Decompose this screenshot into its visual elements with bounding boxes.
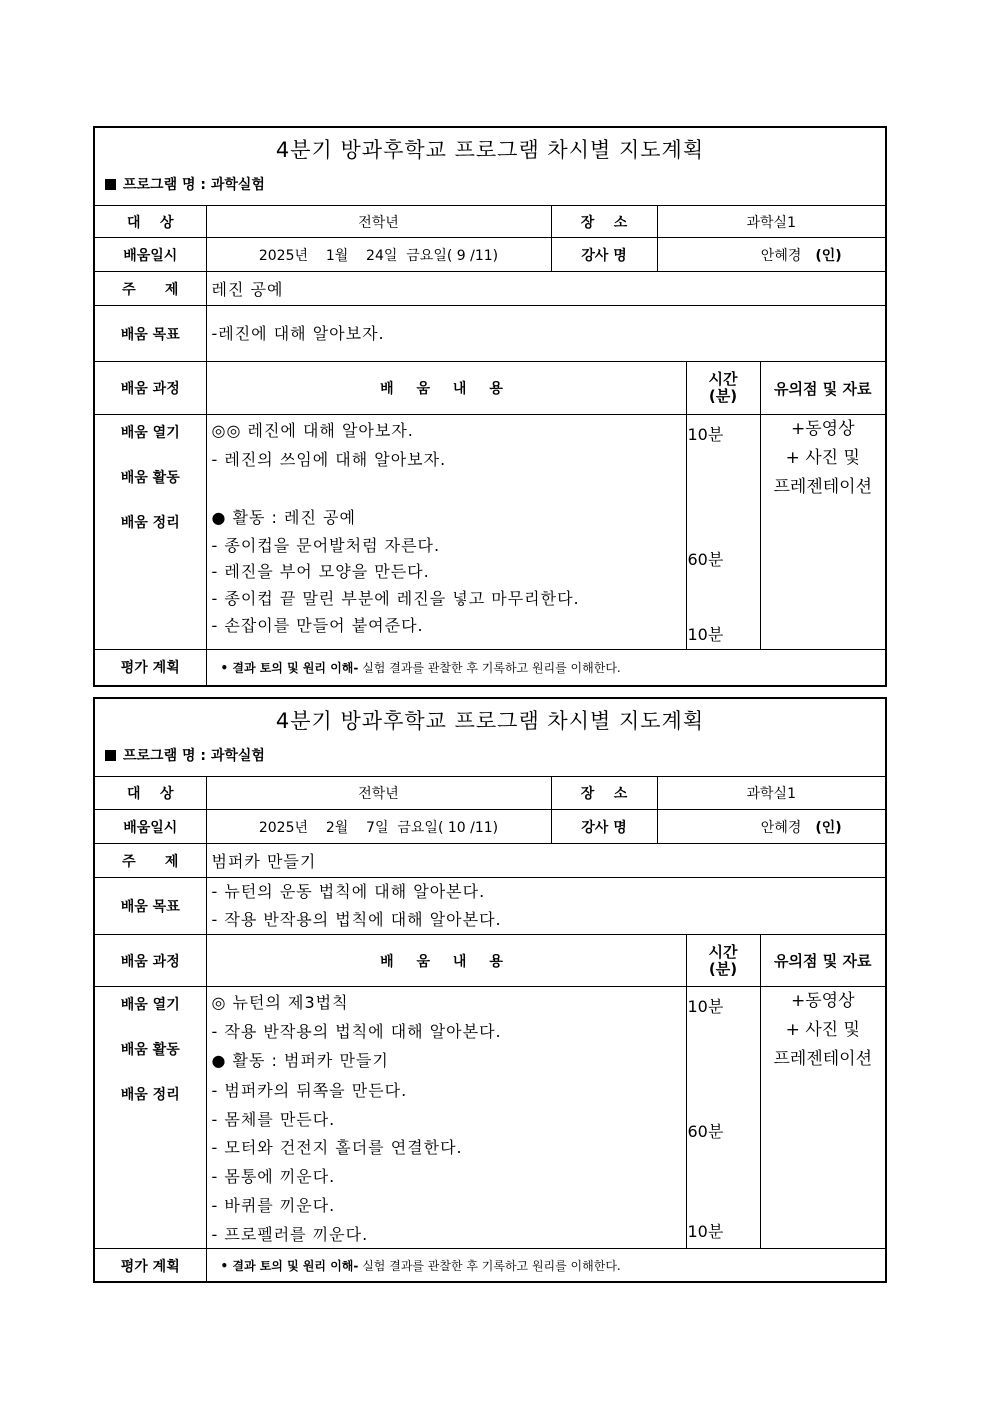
content-header: 배 움 내 용 — [206, 362, 686, 415]
program-name: 프로그램 명 : 과학실험 — [95, 172, 885, 205]
stage-open: 배움 열기 — [120, 425, 180, 441]
content-line: - 모터와 건전지 홀더를 연결한다. — [211, 1138, 463, 1157]
stage-list — [95, 987, 206, 1249]
content-line: - 종이컵을 문어발처럼 자른다. — [211, 536, 441, 555]
content-lines — [206, 415, 686, 650]
stage-wrapup: 배움 정리 — [120, 1087, 180, 1103]
content-line: - 몸통에 끼운다. — [211, 1167, 336, 1186]
instructor-label: 강사 명 — [551, 810, 657, 844]
stage-open: 배움 열기 — [120, 997, 180, 1013]
eval-text: • 결과 토의 및 원리 이해- 실험 결과를 관찰한 후 기록하고 원리를 이해한다. — [206, 1249, 885, 1283]
process-label: 배움 과정 — [95, 935, 206, 987]
notes-list — [760, 987, 885, 1249]
note-item: +동영상 — [790, 991, 855, 1011]
target-label: 대 상 — [95, 206, 206, 238]
instructor-label: 강사 명 — [551, 238, 657, 272]
note-item: + 사진 및 — [785, 1020, 860, 1040]
topic-label: 주 제 — [95, 272, 206, 306]
seal-mark: (인) — [815, 819, 842, 836]
time-activity: 60분 — [687, 1122, 724, 1141]
note-item: 프레젠테이션 — [773, 477, 873, 497]
time-list — [686, 987, 760, 1249]
stage-wrapup: 배움 정리 — [120, 515, 180, 531]
goal-item: - 뉴턴의 운동 법칙에 대해 알아본다. — [211, 882, 486, 901]
note-item: + 사진 및 — [785, 448, 860, 468]
square-bullet-icon — [105, 750, 116, 761]
instructor-value: 안혜경 (인) — [657, 238, 885, 272]
time-open: 10분 — [687, 425, 724, 444]
goal-list — [206, 306, 885, 362]
content-lines — [206, 987, 686, 1249]
content-line: - 프로펠러를 끼운다. — [211, 1225, 369, 1244]
time-open: 10분 — [687, 997, 724, 1016]
goal-label: 배움 목표 — [95, 878, 206, 935]
date-value: 2025년 1월 24일 금요일( 9 /11) — [206, 238, 551, 272]
topic-label: 주 제 — [95, 844, 206, 878]
process-label: 배움 과정 — [95, 362, 206, 415]
goal-item: - 작용 반작용의 법칙에 대해 알아본다. — [211, 910, 502, 929]
content-line: - 몸체를 만든다. — [211, 1110, 336, 1129]
lesson-plan-1 — [93, 126, 887, 687]
date-label: 배움일시 — [95, 810, 206, 844]
notes-header: 유의점 및 자료 — [760, 935, 885, 987]
instructor-value: 안혜경 (인) — [657, 810, 885, 844]
time-wrapup: 10분 — [687, 625, 724, 644]
time-header: 시간 (분) — [686, 935, 760, 987]
content-line: ● 활동 : 범퍼카 만들기 — [211, 1051, 389, 1070]
notes-header: 유의점 및 자료 — [760, 362, 885, 415]
target-value: 전학년 — [206, 206, 551, 238]
content-line: - 레진의 쓰임에 대해 알아보자. — [211, 450, 447, 469]
content-line — [207, 476, 686, 505]
content-line: ◎◎ 레진에 대해 알아보자. — [211, 421, 414, 440]
content-line: ● 활동 : 레진 공예 — [211, 508, 356, 527]
content-line: - 종이컵 끝 말린 부분에 레진을 넣고 마무리한다. — [211, 589, 580, 608]
content-line: ◎ 뉴턴의 제3법칙 — [211, 993, 349, 1012]
time-activity: 60분 — [687, 550, 724, 569]
eval-label: 평가 계획 — [95, 650, 206, 685]
topic-value: 레진 공예 — [206, 272, 885, 306]
date-value: 2025년 2월 7일 금요일( 10 /11) — [206, 810, 551, 844]
plan-table — [95, 205, 885, 685]
content-line: - 레진을 부어 모양을 만든다. — [211, 562, 430, 581]
note-item: 프레젠테이션 — [773, 1049, 873, 1069]
lesson-plan-2 — [93, 697, 887, 1283]
topic-value: 범퍼카 만들기 — [206, 844, 885, 878]
stage-list — [95, 415, 206, 650]
square-bullet-icon — [105, 179, 116, 190]
stage-activity: 배움 활동 — [120, 470, 180, 486]
plan-table — [95, 776, 885, 1283]
goal-item: -레진에 대해 알아보자. — [211, 323, 385, 343]
notes-list — [760, 415, 885, 650]
plan-title: 4분기 방과후학교 프로그램 차시별 지도계획 — [275, 709, 705, 733]
note-item: +동영상 — [790, 419, 855, 439]
place-label: 장 소 — [551, 206, 657, 238]
place-label: 장 소 — [551, 777, 657, 810]
program-name: 프로그램 명 : 과학실험 — [95, 743, 885, 776]
date-label: 배움일시 — [95, 238, 206, 272]
plan-title: 4분기 방과후학교 프로그램 차시별 지도계획 — [275, 138, 705, 162]
stage-activity: 배움 활동 — [120, 1042, 180, 1058]
eval-text: • 결과 토의 및 원리 이해- 실험 결과를 관찰한 후 기록하고 원리를 이해한다. — [206, 650, 885, 685]
time-header: 시간 (분) — [686, 362, 760, 415]
eval-label: 평가 계획 — [95, 1249, 206, 1283]
target-label: 대 상 — [95, 777, 206, 810]
content-line: - 범퍼카의 뒤쪽을 만든다. — [211, 1081, 408, 1100]
content-line: - 손잡이를 만들어 붙여준다. — [211, 616, 424, 635]
seal-mark: (인) — [815, 247, 842, 264]
target-value: 전학년 — [206, 777, 551, 810]
goal-list — [206, 878, 885, 935]
content-header: 배 움 내 용 — [206, 935, 686, 987]
time-list — [686, 415, 760, 650]
content-line: - 작용 반작용의 법칙에 대해 알아본다. — [211, 1022, 502, 1041]
place-value: 과학실1 — [657, 777, 885, 810]
place-value: 과학실1 — [657, 206, 885, 238]
goal-label: 배움 목표 — [95, 306, 206, 362]
content-line: - 바퀴를 끼운다. — [211, 1196, 336, 1215]
time-wrapup: 10분 — [687, 1222, 724, 1241]
